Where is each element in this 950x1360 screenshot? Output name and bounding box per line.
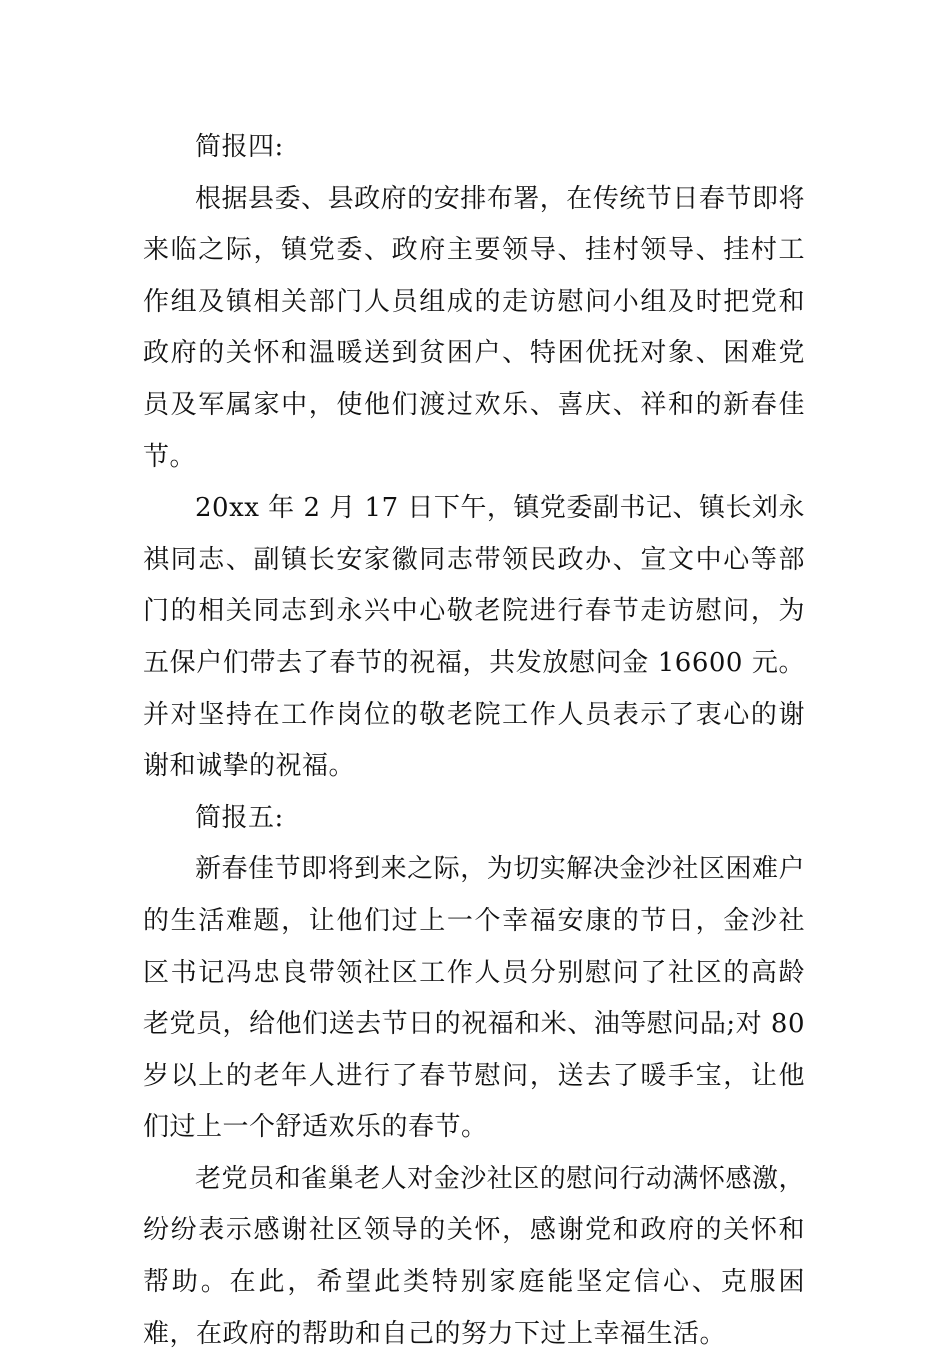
heading-brief-four: 简报四: bbox=[195, 132, 284, 162]
heading-brief-five: 简报五: bbox=[195, 802, 284, 833]
paragraph: 老党员和雀巢老人对金沙社区的慰问行动满怀感激，纷纷表示感谢社区领导的关怀，感谢党和政府的关怀和帮助。在此，希望此类特别家庭能坚定信心、克服困难，在政府的帮助和自己的努力下过上幸福生活。 bbox=[143, 1163, 805, 1349]
paragraph: 新春佳节即将到来之际，为切实解决金沙社区困难户的生活难题，让他们过上一个幸福安康的节日，金沙社区书记冯忠良带领社区工作人员分别慰问了社区的高龄老党员，给他们送去节日的祝福和米、油等慰问品;对 80 岁以上的老年人进行了春节慰问，送去了暖手宝，让他们过上一个舒适欢乐的春节。 bbox=[143, 854, 805, 1143]
paragraph: 20xx 年 2 月 17 日下午，镇党委副书记、镇长刘永祺同志、副镇长安家徽同志带领民政办、宣文中心等部门的相关同志到永兴中心敬老院进行春节走访慰问，为五保户们带去了春节的祝福，共发放慰问金 16600 元。并对坚持在工作岗位的敬老院工作人员表示了衷心的谢谢和诚挚的祝福。 bbox=[143, 493, 805, 782]
paragraph: 根据县委、县政府的安排布署，在传统节日春节即将来临之际，镇党委、政府主要领导、挂村领导、挂村工作组及镇相关部门人员组成的走访慰问小组及时把党和政府的关怀和温暖送到贫困户、特困优抚对象、困难党员及军属家中，使他们渡过欢乐、喜庆、祥和的新春佳节。 bbox=[143, 183, 805, 472]
document-body bbox=[143, 122, 805, 1360]
